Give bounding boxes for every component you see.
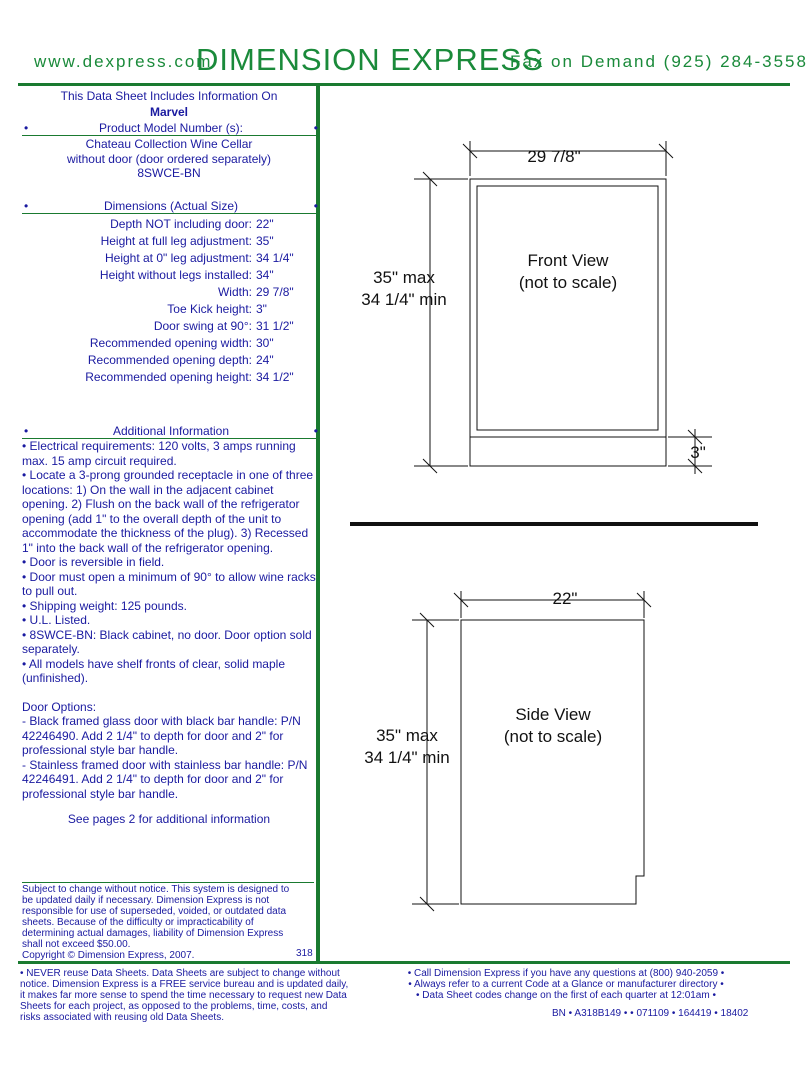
disclaimer (22, 884, 294, 961)
info-item: • Electrical requirements: 120 volts, 3 amps running max. 15 amp circuit required. (22, 439, 296, 468)
info-item: • 8SWCE-BN: Black cabinet, no door. Door option sold separately. (22, 627, 312, 656)
front-height-min: 34 1/4" min (361, 290, 447, 309)
front-width-label: 29 7/8" (527, 147, 581, 166)
see-pages-note: See pages 2 for additional information (67, 812, 271, 826)
bullet: • (313, 199, 318, 213)
bullet: • (313, 424, 318, 438)
info-item: • Door is reversible in field. (22, 555, 165, 569)
front-view-title: Front View (527, 251, 609, 270)
door-option: - Black framed glass door with black bar handle: P/N 42246490. Add 2 1/4" to depth for door and 2" for professional style bar handle. (22, 714, 301, 757)
front-view-drawing (414, 141, 712, 474)
disclaimer-divider (22, 882, 314, 883)
info-item: • U.L. Listed. (22, 613, 91, 627)
side-height-max: 35" max (376, 726, 438, 745)
dimension-row: Height at 0" leg adjustment: 34 1/4" (104, 251, 294, 265)
footer-warning: • NEVER reuse Data Sheets. Data Sheets are subject to change without notice. Dimension Express is a FREE service bureau and is updated daily, it makes far more sense to spend the time necessary to request new Data Sheets for each project, as opposed to the problems, time, costs, and risks associated with reusing old Data Sheets. (20, 968, 349, 1023)
dimension-row: Door swing at 90°: 31 1/2" (153, 319, 294, 333)
side-view-subtitle: (not to scale) (503, 727, 603, 746)
dimension-row: Height at full leg adjustment: 35" (100, 234, 274, 248)
dimension-row: Width: 29 7/8" (217, 285, 294, 299)
dimension-row: Height without legs installed: 34" (99, 268, 274, 282)
model-section-heading (22, 121, 320, 136)
bullet: • (24, 121, 29, 135)
additional-section-heading (22, 424, 320, 439)
dimensions-table (22, 216, 316, 386)
info-item: • Shipping weight: 125 pounds. (22, 598, 187, 613)
footer-note: • Data Sheet codes change on the first of each quarter at 12:01am • (416, 990, 716, 1001)
fax-number: Fax on Demand (925) 284-3558 (510, 52, 808, 71)
model-line: Chateau Collection Wine Cellar (85, 137, 253, 151)
side-depth-label: 22" (552, 589, 578, 608)
dimension-row: Recommended opening height: 34 1/2" (85, 370, 294, 384)
side-height-min: 34 1/4" min (364, 748, 450, 767)
additional-heading-label: Additional Information (112, 424, 230, 438)
brand-title: DIMENSION EXPRESS (196, 42, 544, 77)
copyright: Copyright © Dimension Express, 2007. (22, 950, 195, 961)
info-item: • All models have shelf fronts of clear, solid maple (unfinished). (22, 656, 285, 685)
model-line: without door (door ordered separately) (66, 151, 272, 166)
dimensions-heading-label: Dimensions (Actual Size) (103, 199, 239, 213)
front-cabinet-outline (470, 179, 666, 466)
footer-note: • Call Dimension Express if you have any questions at (800) 940-2059 • (407, 968, 725, 979)
intro-line: This Data Sheet Includes Information On (60, 89, 278, 103)
bullet: • (313, 121, 318, 135)
bullet: • (24, 424, 29, 438)
disclaimer-text: Subject to change without notice. This system is designed to be updated daily if necessary. Dimension Express is not responsible for use of superseded, voided, or outdated data sheets. Because of the difficulty or impracticability of determining actual damages, liability of Dimension Express shall not exceed $50.00. (22, 884, 290, 950)
sheet-codes: BN • A318B149 • • 071109 • 164419 • 18402 (552, 1008, 749, 1019)
info-item: • Door must open a minimum of 90° to allow wine racks to pull out. (22, 569, 316, 598)
page-number: 318 (296, 948, 313, 959)
footer-notes (396, 968, 736, 1001)
model-heading-label: Product Model Number (s): (98, 121, 244, 135)
drawings (320, 86, 790, 961)
model-description (22, 137, 316, 181)
side-view-title: Side View (515, 705, 591, 724)
model-number: 8SWCE-BN (137, 166, 201, 180)
views-separator (350, 522, 758, 526)
info-item: • Locate a 3-prong grounded receptacle in one of three locations: 1) On the wall in the adjacent cabinet opening. 2) Flush on the back wall of the refrigerator opening (add 1" to the overall depth of the unit to accommodate the thickness of the plug). 3) Recessed 1" into the back wall of the refrigerator opening. (22, 468, 314, 555)
door-options-title: Door Options: (22, 699, 97, 714)
door-option: - Stainless framed door with stainless bar handle: P/N 42246491. Add 2 1/4" to depth for door and 2" for professional style bar handle. (22, 757, 308, 801)
bullet: • (24, 199, 29, 213)
side-cabinet-outline (461, 620, 644, 904)
dimension-row: Depth NOT including door: 22" (110, 217, 274, 231)
front-view-subtitle: (not to scale) (518, 273, 618, 292)
dimension-row: Recommended opening depth: 24" (87, 353, 274, 367)
toe-kick-label: 3" (690, 443, 706, 462)
website-url: www.dexpress.com (34, 52, 213, 71)
footer-divider (18, 961, 790, 964)
additional-info (22, 439, 316, 801)
dimensions-section-heading (22, 199, 320, 214)
footer-note: • Always refer to a current Code at a Glance or manufacturer directory • (408, 979, 724, 990)
dimension-row: Recommended opening width: 30" (89, 336, 274, 350)
brand-name: Marvel (149, 105, 189, 119)
front-height-max: 35" max (373, 268, 435, 287)
dimension-row: Toe Kick height: 3" (167, 302, 267, 316)
front-door-panel (477, 186, 658, 430)
